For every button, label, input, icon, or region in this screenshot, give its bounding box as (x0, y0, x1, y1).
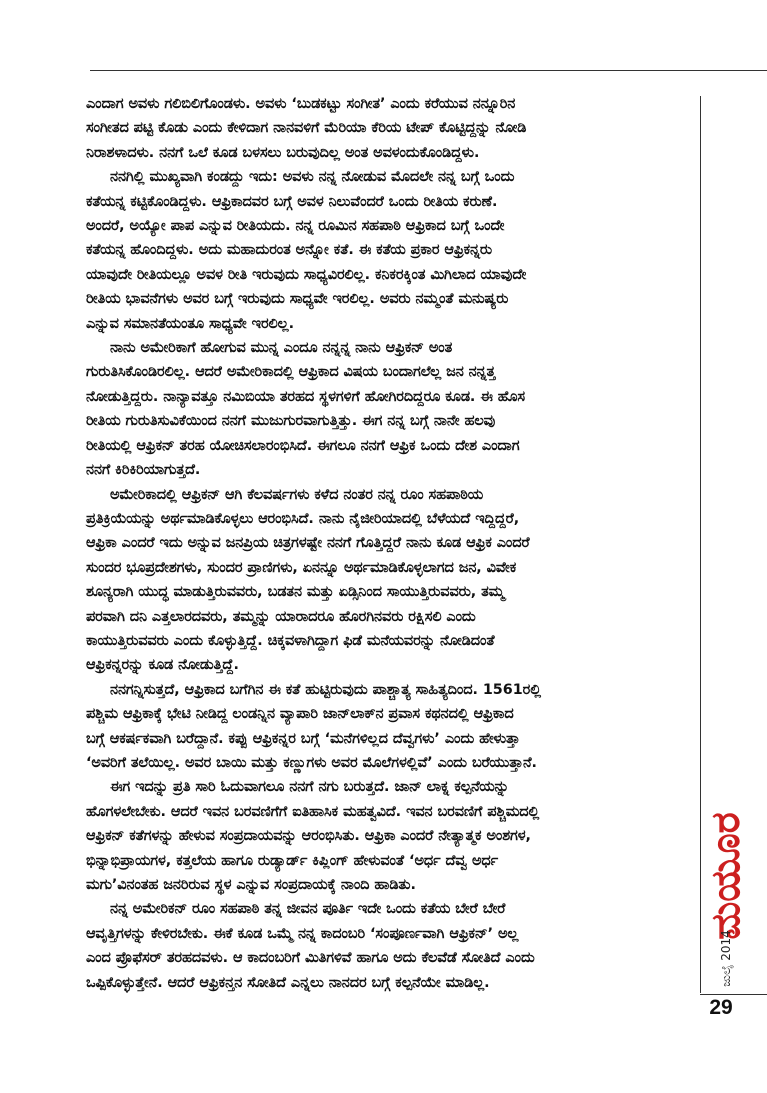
paragraph-7: ನನ್ನ ಅಮೇರಿಕನ್ ರೂಂ ಸಹಪಾಠಿ ತನ್ನ ಜೀವನ ಪೂರ್ತಿ ಇದೇ ಒಂದು ಕತೆಯ ಬೇರೆ ಬೇರೆ ಆವೃತ್ತಿಗಳನ್ನು ಕೇಳಿರಬೇಕು. ಈಕೆ ಕೂಡ ಒಮ್ಮೆ ನನ್ನ ಕಾದಂಬರಿ ‘ಸಂಪೂರ್ಣವಾಗಿ ಆಫ್ರಿಕನ್’ ಅಲ್ಲ ಎಂದ ಪ್ರೊಫೆಸರ್ ತರಹದವಳು. ಆ ಕಾದಂಬರಿಗೆ ಮಿತಿಗಳಿವೆ ಹಾಗೂ ಅದು ಕೆಲವೆಡೆ ಸೋತಿದೆ ಎಂದು ಒಪ್ಪಿಕೊಳ್ಳುತ್ತೇನೆ. ಆದರೆ ಆಫ್ರಿಕನ್ತನ ಸೋತಿದೆ ಎನ್ನಲು ನಾನದರ ಬಗ್ಗೆ ಕಲ್ಪನೆಯೇ ಮಾಡಿಲ್ಲ. (86, 901, 535, 991)
paragraph-4: ಅಮೇರಿಕಾದಲ್ಲಿ ಆಫ್ರಿಕನ್ ಆಗಿ ಕೆಲವರ್ಷಗಳು ಕಳೆದ ನಂತರ ನನ್ನ ರೂಂ ಸಹಪಾಠಿಯ ಪ್ರತಿಕ್ರಿಯೆಯನ್ನು ಅರ್ಥಮಾಡಿಕೊಳ್ಳಲು ಆರಂಭಿಸಿದೆ. ನಾನು ನೈಜೀರಿಯಾದಲ್ಲಿ ಬೆಳೆಯದೆ ಇದ್ದಿದ್ದರೆ, ಆಫ್ರಿಕಾ ಎಂದರೆ ಇದು ಅನ್ನುವ ಜನಪ್ರಿಯ ಚಿತ್ರಗಳಷ್ಟೇ ನನಗೆ ಗೊತ್ತಿದ್ದರೆ ನಾನು ಕೂಡ ಆಫ್ರಿಕ ಎಂದರೆ ಸುಂದರ ಭೂಪ್ರದೇಶಗಳು, ಸುಂದರ ಪ್ರಾಣಿಗಳು, ಏನನ್ನೂ ಅರ್ಥಮಾಡಿಕೊಳ್ಳಲಾಗದ ಜನ, ವಿವೇಕ ಶೂನ್ಯರಾಗಿ ಯುದ್ಧ ಮಾಡುತ್ತಿರುವವರು, ಬಡತನ ಮತ್ತು ಏಡ್ಸಿನಿಂದ ಸಾಯುತ್ತಿರುವವರು, ತಮ್ಮ ಪರವಾಗಿ ದನಿ ಎತ್ತಲಾರದವರು, ತಮ್ಮನ್ನು ಯಾರಾದರೂ ಹೊರಗಿನವರು ರಕ್ಷಿಸಲಿ ಎಂದು ಕಾಯುತ್ತಿರುವವರು ಎಂದು ಕೊಳ್ಳುತ್ತಿದ್ದೆ. ಚಿಕ್ಕವಳಾಗಿದ್ದಾಗ ಫಿಡೆ ಮನೆಯವರನ್ನು ನೋಡಿದಂತೆ ಆಫ್ರಿಕನ್ನರನ್ನು ಕೂಡ ನೋಡುತ್ತಿದ್ದೆ. (86, 486, 530, 674)
paragraph-5: ನನಗನ್ನಿಸುತ್ತದೆ, ಆಫ್ರಿಕಾದ ಬಗೆಗಿನ ಈ ಕತೆ ಹುಟ್ಟಿರುವುದು ಪಾಶ್ಚಾತ್ಯ ಸಾಹಿತ್ಯದಿಂದ. 1561ರಲ್ಲಿ ಪಶ್ಚಿಮ ಆಫ್ರಿಕಾಕ್ಕೆ ಭೇಟಿ ನೀಡಿದ್ದ ಲಂಡನ್ನಿನ ವ್ಯಾಪಾರಿ ಜಾನ್‌ಲಾಕ್‌ನ ಪ್ರವಾಸ ಕಥನದಲ್ಲಿ ಆಫ್ರಿಕಾದ ಬಗ್ಗೆ ಆಕರ್ಷಕವಾಗಿ ಬರೆದ್ದಾನೆ. ಕಪ್ಪು ಆಫ್ರಿಕನ್ನರ ಬಗ್ಗೆ ‘ಮನೆಗಳಿಲ್ಲದ ದೆವ್ವಗಳು’ ಎಂದು ಹೇಳುತ್ತಾ ‘ಅವರಿಗೆ ತಲೆಯಿಲ್ಲ. ಅವರ ಬಾಯಿ ಮತ್ತು ಕಣ್ಣುಗಳು ಅವರ ಮೊಲೆಗಳಲ್ಲಿವೆ’ ಎಂದು ಬರೆಯುತ್ತಾನೆ. (86, 681, 542, 771)
paragraph-2: ನನಗಿಲ್ಲಿ ಮುಖ್ಯವಾಗಿ ಕಂಡದ್ದು ಇದು: ಅವಳು ನನ್ನ ನೋಡುವ ಮೊದಲೇ ನನ್ನ ಬಗ್ಗೆ ಒಂದು ಕತೆಯನ್ನ ಕಟ್ಟಿಕೊಂಡಿದ್ದಳು. ಆಫ್ರಿಕಾದವರ ಬಗ್ಗೆ ಅವಳ ನಿಲುವೆಂದರೆ ಒಂದು ರೀತಿಯ ಕರುಣೆ. ಅಂದರೆ, ಅಯ್ಯೋ ಪಾಪ ಎನ್ನುವ ರೀತಿಯದು. ನನ್ನ ರೂಮಿನ ಸಹಪಾಠಿ ಆಫ್ರಿಕಾದ ಬಗ್ಗೆ ಒಂದೇ ಕತೆಯನ್ನ ಹೊಂದಿದ್ದಳು. ಅದು ಮಹಾದುರಂತ ಅನ್ನೋ ಕತೆ. ಈ ಕತೆಯ ಪ್ರಕಾರ ಆಫ್ರಿಕನ್ನರು ಯಾವುದೇ ರೀತಿಯಲ್ಲೂ ಅವಳ ರೀತಿ ಇರುವುದು ಸಾಧ್ಯವಿರಲಿಲ್ಲ. ಕನಿಕರಕ್ಕಿಂತ ಮಿಗಿಲಾದ ಯಾವುದೇ ರೀತಿಯ ಭಾವನೆಗಳು ಅವರ ಬಗ್ಗೆ ಇರುವುದು ಸಾಧ್ಯವೇ ಇರಲಿಲ್ಲ. ಅವರು ನಮ್ಮಂತೆ ಮನುಷ್ಯರು ಎನ್ನುವ ಸಮಾನತೆಯಂತೂ ಸಾಧ್ಯವೇ ಇರಲಿಲ್ಲ. (86, 169, 527, 332)
paragraph-1: ಎಂದಾಗ ಅವಳು ಗಲಿಬಿಲಿಗೊಂಡಳು. ಅವಳು ‘ಬುಡಕಟ್ಟು ಸಂಗೀತ’ ಎಂದು ಕರೆಯುವ ನನ್ನೂರಿನ ಸಂಗೀತದ ಪಟ್ಟಿ ಕೊಡು ಎಂದು ಕೇಳಿದಾಗ ನಾನವಳಿಗೆ ಮೆರಿಯಾ ಕೆರಿಯ ಟೇಪ್ ಕೊಟ್ಟಿದ್ದನ್ನು ನೋಡಿ ನಿರಾಶಳಾದಳು. ನನಗೆ ಒಲೆ ಕೂಡ ಬಳಸಲು ಬರುವುದಿಲ್ಲ ಅಂತ ಅವಳಂದುಕೊಂಡಿದ್ದಳು. (86, 96, 527, 161)
paragraph-3: ನಾನು ಅಮೇರಿಕಾಗೆ ಹೋಗುವ ಮುನ್ನ ಎಂದೂ ನನ್ನನ್ನ ನಾನು ಆಫ್ರಿಕನ್ ಅಂತ ಗುರುತಿಸಿಕೊಂಡಿರಲಿಲ್ಲ. ಆದರೆ ಅಮೇರಿಕಾದಲ್ಲಿ ಆಫ್ರಿಕಾದ ವಿಷಯ ಬಂದಾಗಲೆಲ್ಲ ಜನ ನನ್ನತ್ತ ನೋಡುತ್ತಿದ್ದರು. ನಾನ್ಯಾವತ್ತೂ ನಮಿಬಿಯಾ ತರಹದ ಸ್ಥಳಗಳಿಗೆ ಹೋಗಿರದಿದ್ದರೂ ಕೂಡ. ಈ ಹೊಸ ರೀತಿಯ ಗುರುತಿಸುವಿಕೆಯಿಂದ ನನಗೆ ಮುಜುಗುರವಾಗುತ್ತಿತ್ತು. ಈಗ ನನ್ನ ಬಗ್ಗೆ ನಾನೇ ಹಲವು ರೀತಿಯಲ್ಲಿ ಆಫ್ರಿಕನ್ ತರಹ ಯೋಚಿಸಲಾರಂಭಿಸಿದೆ. ಈಗಲೂ ನನಗೆ ಆಫ್ರಿಕ ಒಂದು ದೇಶ ಎಂದಾಗ ನನಗೆ ಕಿರಿಕಿರಿಯಾಗುತ್ತದೆ. (86, 340, 525, 479)
magazine-name: ಮಯೂರ (703, 812, 749, 940)
page-number-divider (700, 994, 767, 995)
magazine-logo (703, 812, 749, 940)
article-body (86, 92, 690, 995)
page-number: 29 (709, 996, 733, 1019)
issue-date: ಜುಲೈ 2014 (718, 929, 733, 987)
issue-date-box (703, 930, 749, 986)
paragraph-6: ಈಗ ಇದನ್ನು ಪ್ರತಿ ಸಾರಿ ಓದುವಾಗಲೂ ನನಗೆ ನಗು ಬರುತ್ತದೆ. ಜಾನ್ ಲಾಕ್ನ ಕಲ್ಪನೆಯನ್ನು ಹೊಗಳಲೇಬೇಕು. ಆದರೆ ಇವನ ಬರವಣಿಗೆಗೆ ಐತಿಹಾಸಿಕ ಮಹತ್ವವಿದೆ. ಇವನ ಬರವಣಿಗೆ ಪಶ್ಚಿಮದಲ್ಲಿ ಆಫ್ರಿಕನ್ ಕತೆಗಳನ್ನು ಹೇಳುವ ಸಂಪ್ರದಾಯವನ್ನು ಆರಂಭಿಸಿತು. ಆಫ್ರಿಕಾ ಎಂದರೆ ನೇತ್ಯಾತ್ಮಕ ಅಂಶಗಳ, ಭಿನ್ನಾಭಿಪ್ರಾಯಗಳ, ಕತ್ತಲೆಯ ಹಾಗೂ ರುಡ್ಯಾರ್ಡ್ ಕಿಪ್ಲಿಂಗ್ ಹೇಳುವಂತೆ ‘ಅರ್ಧ ದೆವ್ವ ಅರ್ಧ ಮಗು’ವಿನಂತಹ ಜನರಿರುವ ಸ್ಥಳ ಎನ್ನುವ ಸಂಪ್ರದಾಯಕ್ಕೆ ನಾಂದಿ ಹಾಡಿತು. (86, 779, 540, 893)
side-divider (700, 96, 701, 993)
top-divider (90, 70, 767, 71)
masthead (703, 812, 749, 987)
